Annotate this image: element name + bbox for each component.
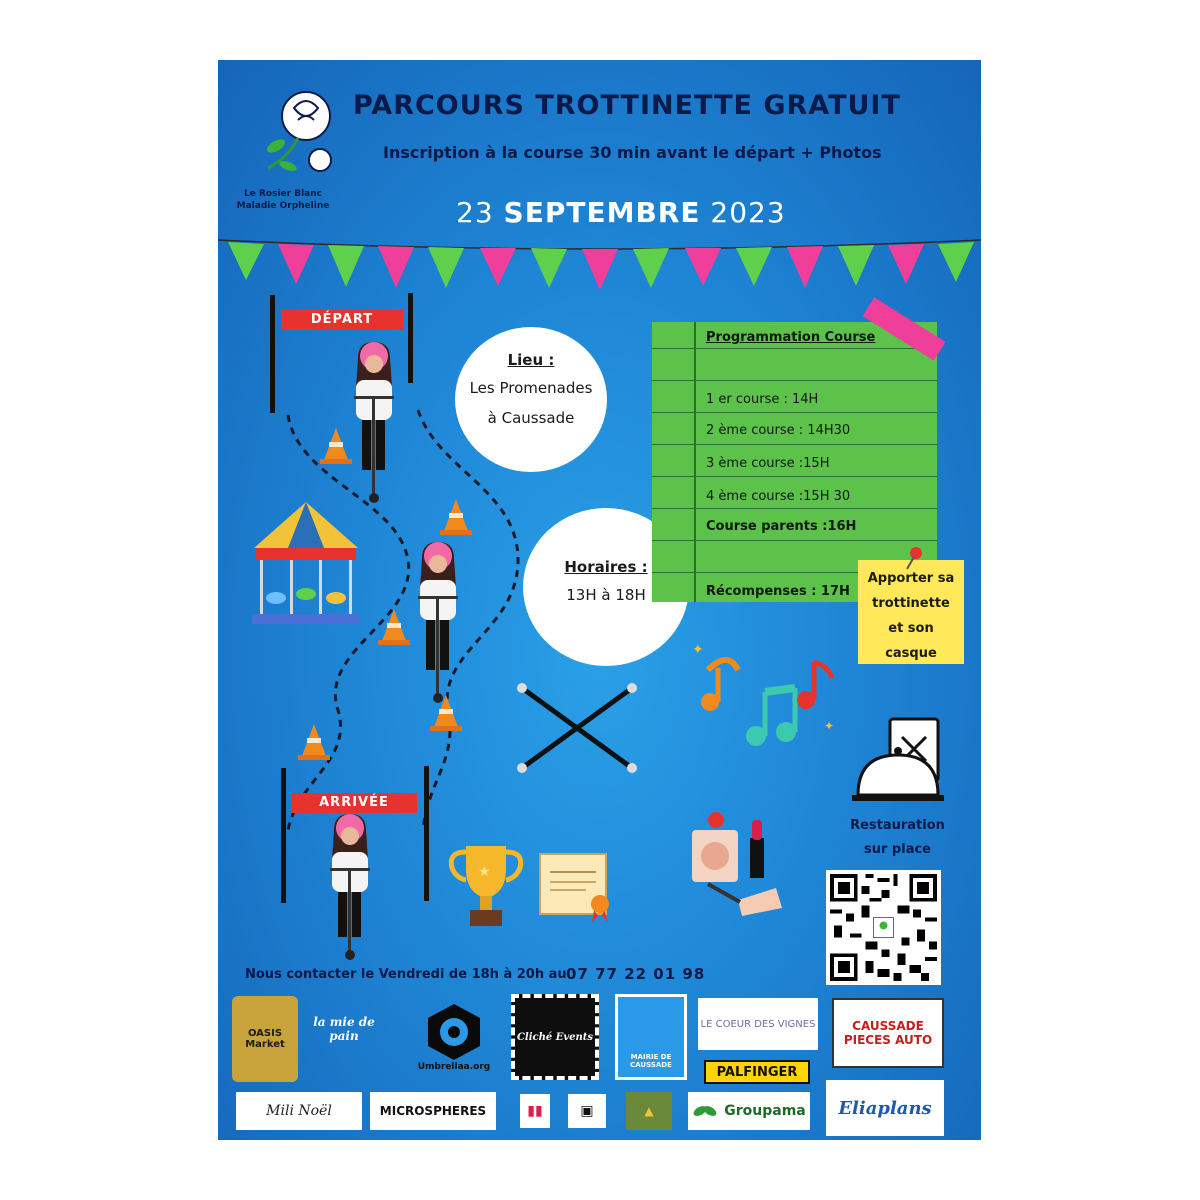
scooter-girl-icon (406, 540, 470, 705)
trophy-icon (444, 840, 528, 932)
hours-value: 13H à 18H (566, 586, 646, 604)
event-poster (218, 60, 981, 1140)
sponsor-tp-logo (520, 1094, 550, 1128)
schedule-margin-line (694, 322, 696, 602)
note-line-2: trottinette (872, 596, 950, 611)
sponsor-microspheres-logo (370, 1092, 496, 1130)
schedule-rule (652, 508, 937, 509)
restauration-line-2: sur place (864, 842, 931, 857)
logo-line-2: Maladie Orpheline (236, 201, 330, 211)
hours-label: Horaires : (564, 558, 648, 576)
date-year: 2023 (710, 196, 786, 229)
date-day: 23 (456, 196, 494, 229)
pushpin-icon (902, 545, 926, 571)
sponsor-oasis-name: OASIS Market (245, 1028, 285, 1050)
sponsor-ring-logo (568, 1094, 606, 1128)
qr-code[interactable] (826, 870, 941, 985)
sponsor-mili-noel-logo (236, 1092, 362, 1130)
svg-text:✦: ✦ (824, 719, 835, 733)
sponsor-micro-name: MICROSPHERES (379, 1104, 487, 1118)
finish-pole-left (281, 768, 286, 903)
baton-icon (512, 678, 642, 778)
sponsor-mairie-logo (615, 994, 687, 1080)
note-line-4: casque (885, 646, 937, 661)
sponsor-coeur-name: LE COEUR DES VIGNES (700, 1018, 816, 1030)
sponsor-palfinger-logo (704, 1060, 810, 1084)
contact-text: Nous contacter le Vendredi de 18h à 20h au : (245, 967, 577, 982)
venue-label: Lieu : (507, 351, 555, 369)
scooter-girl-icon (318, 812, 382, 962)
schedule-row: Course parents :16H (706, 519, 857, 534)
sponsor-elia-name: Eliaplans (838, 1097, 932, 1119)
diploma-icon (536, 850, 622, 922)
date-month: SEPTEMBRE (503, 196, 701, 229)
sponsor-mili-name: Mili Noël (266, 1103, 332, 1119)
restaurant-icon (850, 715, 950, 807)
sponsor-caussade-pieces-auto-logo (832, 998, 944, 1068)
svg-text:✦: ✦ (692, 642, 704, 658)
sponsor-ring-mark: ▣ (580, 1103, 594, 1119)
sponsor-oasis-logo (232, 996, 298, 1082)
poster-subtitle: Inscription à la course 30 min avant le départ + Photos (383, 143, 882, 162)
venue-line-2: à Caussade (487, 409, 575, 427)
schedule-rule (652, 380, 937, 381)
scooter-girl-icon (342, 340, 406, 505)
start-pole-right (408, 293, 413, 383)
schedule-row: 4 ème course :15H 30 (706, 489, 851, 504)
schedule-rule (652, 412, 937, 413)
schedule-rule (652, 444, 937, 445)
restauration-line-1: Restauration (850, 818, 945, 833)
logo-line-1: Le Rosier Blanc (244, 189, 322, 199)
schedule-rule (652, 540, 937, 541)
traffic-cone-icon (296, 722, 332, 762)
logo-caption (228, 188, 338, 212)
schedule-row: 2 ème course : 14H30 (706, 423, 851, 438)
finish-banner: ARRIVÉE (291, 793, 417, 813)
note-line-1: Apporter sa (867, 571, 955, 586)
sponsor-palfinger-name: PALFINGER (716, 1064, 798, 1080)
sponsor-cliche-logo (511, 994, 599, 1080)
venue-line-1: Les Promenades (469, 379, 593, 397)
poster-title: PARCOURS TROTTINETTE GRATUIT (353, 90, 901, 121)
schedule-title: Programmation Course (706, 330, 876, 345)
makeup-icon (688, 808, 788, 926)
traffic-cone-icon (438, 497, 474, 537)
sponsor-franck-logo (626, 1092, 672, 1130)
sponsor-groupama-name: Groupama (724, 1103, 806, 1119)
groupama-leaf-icon (692, 1099, 718, 1123)
contact-phone[interactable]: 07 77 22 01 98 (566, 965, 706, 983)
reminder-note (858, 560, 964, 664)
schedule-row: Récompenses : 17H (706, 584, 850, 599)
sponsor-groupama-logo (688, 1092, 810, 1130)
sponsor-umbrellaa-name: Umbrellaa.org (417, 1062, 491, 1072)
sponsor-mie-name: la mie de pain (313, 1015, 375, 1043)
sponsor-umbrellaa-logo (406, 994, 502, 1080)
sponsor-caussade-name: CAUSSADE PIECES AUTO (843, 1019, 933, 1047)
sponsor-cliche-name: Cliché Events (516, 1031, 594, 1043)
sponsor-coeur-des-vignes-logo (698, 998, 818, 1050)
umbrella-icon (424, 1002, 484, 1062)
schedule-rule (652, 348, 937, 349)
schedule-rule (652, 476, 937, 477)
music-notes-icon (688, 640, 838, 750)
sponsor-franck-mark: ▲ (644, 1104, 654, 1118)
carousel-icon (246, 498, 366, 628)
restauration-label (840, 814, 955, 862)
note-line-3: et son (888, 621, 934, 636)
bunting-decoration (218, 232, 981, 302)
sponsor-eliaplans-logo (826, 1080, 944, 1136)
venue-circle (455, 327, 607, 472)
schedule-row: 1 er course : 14H (706, 392, 819, 407)
svg-text:★: ★ (478, 864, 491, 880)
sponsor-mairie-name: MAIRIE DE CAUSSADE (630, 1053, 672, 1069)
start-banner: DÉPART (281, 310, 403, 330)
sponsor-mie-de-pain-logo (304, 998, 384, 1060)
rose-logo-icon (258, 88, 338, 183)
event-date (456, 196, 786, 229)
sponsor-tp-mark: ▮▮ (527, 1103, 543, 1119)
schedule-row: 3 ème course :15H (706, 456, 830, 471)
finish-pole-right (424, 766, 429, 901)
